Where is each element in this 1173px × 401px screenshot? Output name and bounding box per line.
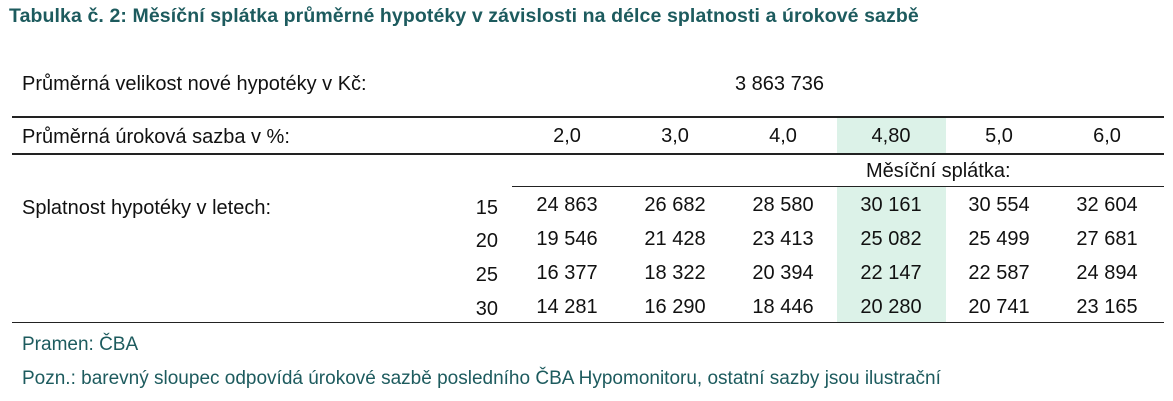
payment-cell: 20 741 <box>968 296 1030 318</box>
payment-header: Měsíční splátka: <box>866 160 1011 182</box>
payment-cell: 14 281 <box>536 296 598 318</box>
payment-cell: 23 165 <box>1076 296 1138 318</box>
years-cell: 30 <box>475 298 498 320</box>
payment-cell: 30 554 <box>968 194 1030 216</box>
table-title: Tabulka č. 2: Měsíční splátka průměrné hypotéky v závislosti na délce splatnosti a úrokové sazbě <box>9 5 919 27</box>
source-note: Pramen: ČBA <box>22 334 139 355</box>
payment-cell: 19 546 <box>536 228 598 250</box>
mortgage-size-value: 3 863 736 <box>735 73 824 95</box>
payment-cell: 26 682 <box>644 194 706 216</box>
years-cell: 20 <box>475 230 498 252</box>
payment-cell: 18 446 <box>752 296 814 318</box>
payment-cell-highlighted: 30 161 <box>860 194 922 216</box>
years-cell: 25 <box>475 264 498 286</box>
divider-top <box>12 116 1164 118</box>
divider-payment-header <box>512 186 1164 187</box>
payment-cell: 16 290 <box>644 296 706 318</box>
payment-cell: 16 377 <box>536 262 598 284</box>
payment-cell: 24 894 <box>1076 262 1138 284</box>
payment-cell: 23 413 <box>752 228 814 250</box>
payment-cell: 27 681 <box>1076 228 1138 250</box>
payment-cell: 21 428 <box>644 228 706 250</box>
payment-cell: 20 394 <box>752 262 814 284</box>
mortgage-size-label: Průměrná velikost nové hypotéky v Kč: <box>22 73 367 95</box>
rate-value: 6,0 <box>1093 125 1121 147</box>
payment-cell-highlighted: 20 280 <box>860 296 922 318</box>
maturity-label: Splatnost hypotéky v letech: <box>22 197 272 219</box>
rate-label: Průměrná úroková sazba v %: <box>22 126 290 148</box>
payment-cell: 32 604 <box>1076 194 1138 216</box>
payment-cell-highlighted: 22 147 <box>860 262 922 284</box>
explanatory-note: Pozn.: barevný sloupec odpovídá úrokové sazbě posledního ČBA Hypomonitoru, ostatní sazby jsou ilustrační <box>22 368 941 389</box>
divider-rate <box>12 153 1164 155</box>
payment-cell: 28 580 <box>752 194 814 216</box>
rate-value-highlighted: 4,80 <box>871 125 911 147</box>
years-cell: 15 <box>475 197 498 219</box>
rate-value: 3,0 <box>661 125 689 147</box>
divider-bottom <box>12 322 1164 323</box>
payment-cell: 18 322 <box>644 262 706 284</box>
payment-cell: 25 499 <box>968 228 1030 250</box>
payment-cell: 22 587 <box>968 262 1030 284</box>
rate-value: 2,0 <box>553 125 581 147</box>
payment-cell: 24 863 <box>536 194 598 216</box>
rate-value: 5,0 <box>985 125 1013 147</box>
rate-value: 4,0 <box>769 125 797 147</box>
payment-cell-highlighted: 25 082 <box>860 228 922 250</box>
